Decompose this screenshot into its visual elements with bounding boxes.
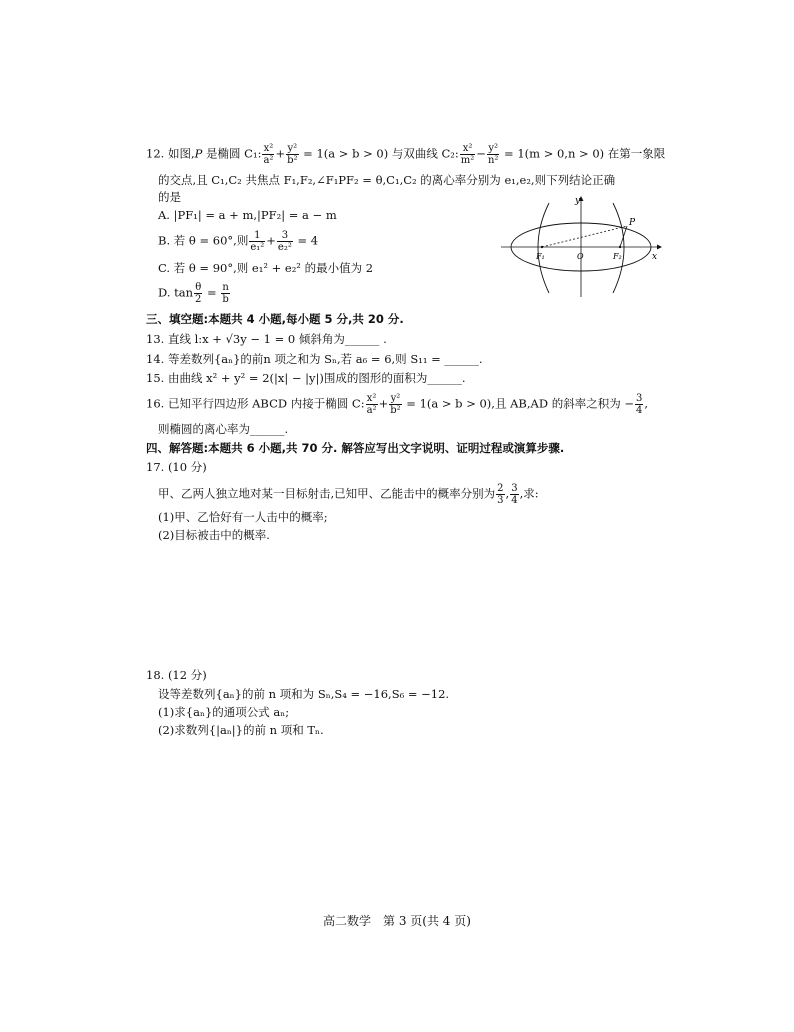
frac-den: m² [460,155,475,166]
frac-3-4 [510,483,518,506]
q18-part1: (1)求{aₙ}的通项公式 aₙ; [158,705,290,719]
hyperbola-condition: = 1(m > 0,n > 0) [500,146,605,161]
section3-heading: 三、填空题:本题共 4 小题,每小题 5 分,共 20 分. [146,312,404,326]
segment-pf1 [542,226,627,247]
frac-den: 2 [195,294,202,305]
q12-text: 是椭圆 [202,146,245,161]
q12-option-b: B. 若 θ = 60°,则 $\frac{1}{\text{e₁²}}$ + $\frac{3}{\text{e₂²}}$ = 4 [158,230,319,253]
q16-suffix: , [644,396,649,411]
q12-suffix: 在第一象限 [604,146,666,161]
point-p: P [194,146,203,161]
frac-x2-a2 [262,143,274,166]
frac-n-b [221,282,229,305]
ellipse-hyperbola-figure [497,193,663,299]
q17-text-suffix: ,求: [519,486,539,501]
option-b-suffix: = 4 [293,233,319,248]
q15: 15. 由曲线 x² + y² = 2(|x| − |y|)围成的图形的面积为______. [146,371,466,385]
frac-num: y² [488,143,498,154]
frac-x2-a2 [366,393,378,416]
frac-den: 4 [635,405,643,416]
q18-title: 18. (12 分) [146,668,207,682]
frac-den: n² [487,155,499,166]
frac-y2-b2 [286,143,298,166]
option-d-eq: = [203,285,221,300]
label-f2: F₂ [613,252,622,261]
frac-x2-m2 [460,143,476,166]
frac-num: x² [263,143,274,154]
frac-num: θ [195,282,202,293]
section4-heading: 四、解答题:本题共 6 小题,共 70 分. 解答应写出文字说明、证明过程或演算步骤. [146,441,565,455]
frac-y2-n2 [487,143,499,166]
x-axis-arrow [657,245,662,250]
focus-f2 [619,246,621,248]
frac-3-4 [635,393,643,416]
frac-y2-b2 [389,393,401,416]
option-d-prefix: D. tan [158,285,194,300]
frac-num: 3 [277,230,293,242]
label-f1: F₁ [536,252,545,261]
q18-text: 设等差数列{aₙ}的前 n 项和为 Sₙ,S₄ = −16,S₆ = −12. [158,687,450,701]
frac-den: a² [366,405,377,416]
frac-num: y² [287,143,298,154]
q12-line2: 的交点,且 C₁,C₂ 共焦点 F₁,F₂,∠F₁PF₂ = θ,C₁,C₂ 的离心率分别为 e₁,e₂,则下列结论正确 [158,173,616,187]
frac-den: b² [390,405,401,416]
frac-num: n [222,282,229,293]
frac-den: b² [287,155,298,166]
frac-num: 2 [497,483,504,494]
q12-line3: 的是 [158,190,181,204]
frac-den: a² [263,155,274,166]
hyperbola-label: C₂: [441,146,459,161]
q12-option-d [158,282,231,305]
frac-den: b [222,294,229,305]
ellipse-label: C₁: [244,146,262,161]
q16-mid: = 1(a > b > 0),且 AB,AD 的斜率之积为 − [402,396,634,411]
frac-num: y² [390,393,401,404]
option-b-prefix: B. 若 θ = 60°,则 [158,233,249,248]
label-p: P [629,218,636,228]
label-x: x [652,252,658,262]
frac-num: 3 [635,393,643,404]
page-footer: 高二数学 第 3 页(共 4 页) [323,914,471,928]
frac-2-3 [496,483,504,506]
q16-line2: 则椭圆的离心率为______. [158,422,289,436]
hyperbola-left-branch [538,203,549,293]
q13: 13. 直线 l:x + √3y − 1 = 0 倾斜角为______ . [146,332,387,346]
q17-part1: (1)甲、乙恰好有一人击中的概率; [158,510,328,524]
q14: 14. 等差数列{aₙ}的前n 项之和为 Sₙ,若 a₆ = 6,则 S₁₁ = ______. [146,352,483,366]
frac-den: e₁² [250,242,265,253]
frac-den: 4 [511,495,518,506]
q17-part2: (2)目标被击中的概率. [158,528,270,542]
label-y: y [575,196,581,206]
frac-3-e2sq [277,230,293,253]
q12-option-a: A. |PF₁| = a + m,|PF₂| = a − m [158,208,337,222]
q16-line1: 16. 已知平行四边形 ABCD 内接于椭圆 C: $\frac{\text{x²}}{\text{a²}}$ + $\frac{\text{y²}}{\text{b²}}$ = 1(a > b > 0),且 AB,AD 的斜率之积为 − $\frac{3}{4}$ , [146,393,649,416]
frac-num: 1 [249,230,265,242]
frac-num: x² [366,393,377,404]
q12-with: 与双曲线 [388,146,442,161]
frac-den: 3 [497,495,504,506]
q16-prefix: 16. 已知平行四边形 ABCD 内接于椭圆 C: [146,396,365,411]
label-o: O [577,252,584,261]
q17-text-prefix: 甲、乙两人独立地对某一目标射击,已知甲、乙能击中的概率分别为 [158,486,496,501]
q12-line1: 12. 如图,P 是椭圆 C₁: $\frac{\text{x²}}{\text{a²}}$ + $\frac{\text{y²}}{\text{b²}}$ = 1(a > b > 0) 与双曲线 C₂: $\frac{\text{x²}}{\text{m²}}$ − $\frac{\text{y²}}{\text{n²}}$ = 1(m > 0,n > 0) 在第一象限 [146,143,666,166]
frac-theta-2 [194,282,202,305]
hyperbola-right-branch [613,203,624,293]
q18-part2: (2)求数列{|aₙ|}的前 n 项和 Tₙ. [158,723,324,737]
q12-option-c: C. 若 θ = 90°,则 e₁² + e₂² 的最小值为 2 [158,261,374,275]
q17-title: 17. (10 分) [146,460,207,474]
focus-f1 [541,246,543,248]
q12-number: 12. 如图, [146,146,195,161]
ellipse-condition: = 1(a > b > 0) [299,146,389,161]
frac-den: e₂² [277,242,292,253]
frac-1-e1sq [249,230,265,253]
q17-text: 甲、乙两人独立地对某一目标射击,已知甲、乙能击中的概率分别为 $\frac{2}{3}$ , $\frac{3}{4}$ ,求: [158,483,539,506]
frac-num: x² [460,143,476,155]
frac-num: 3 [511,483,518,494]
